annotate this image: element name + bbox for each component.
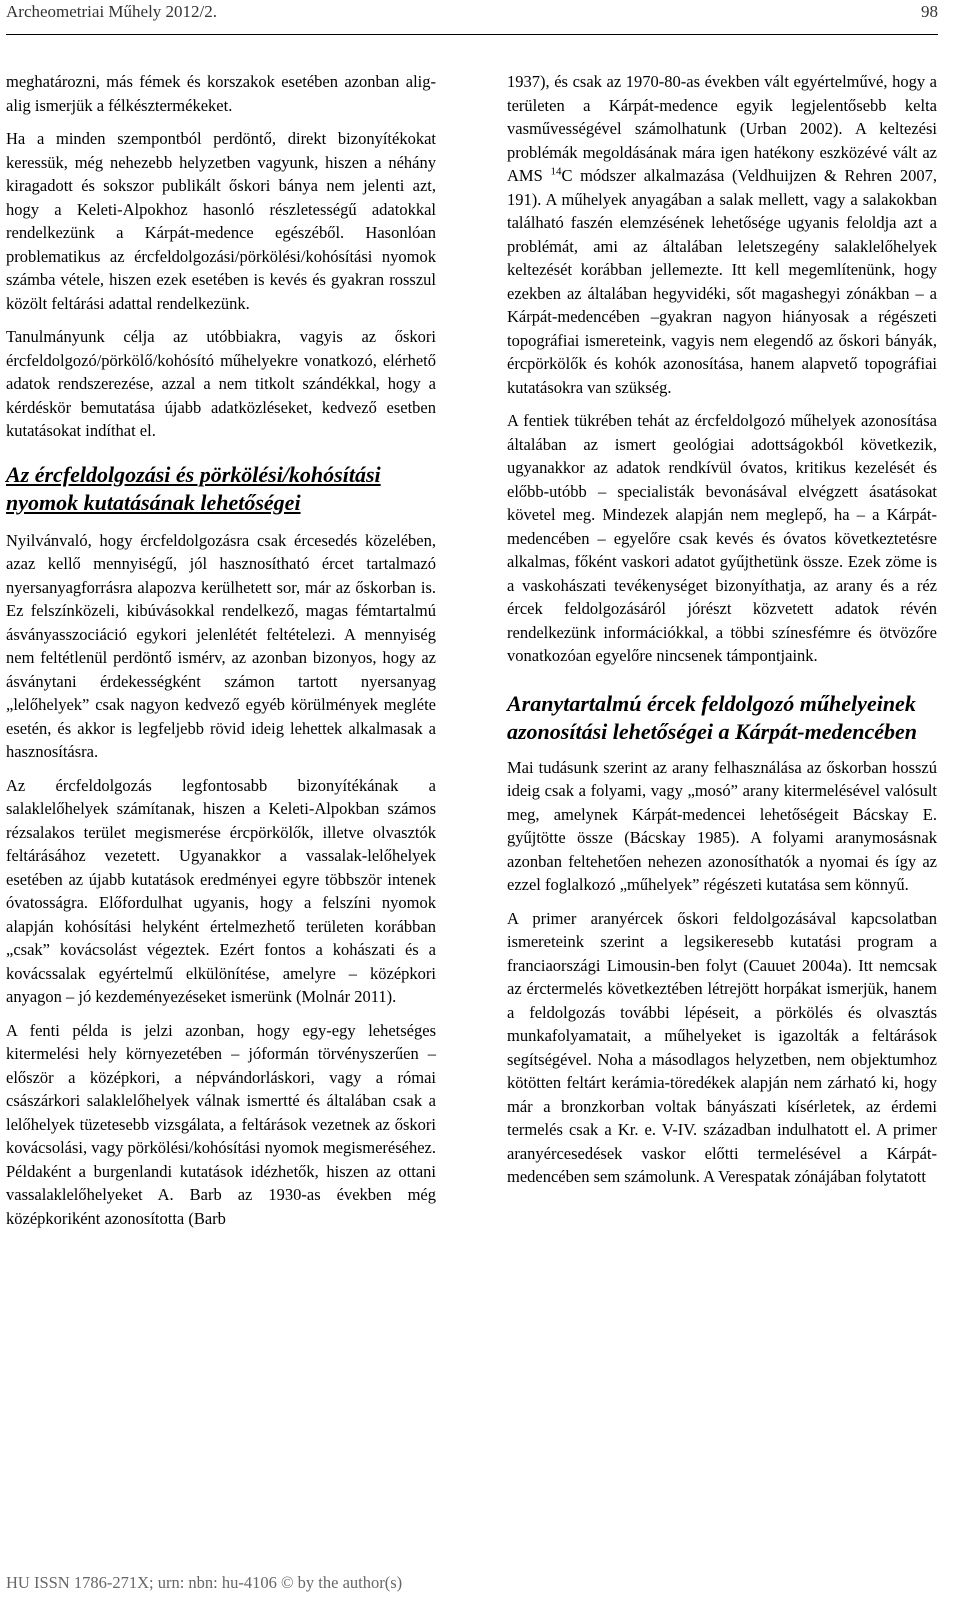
paragraph: Az ércfeldolgozás legfontosabb bizonyítékának a salaklelőhelyek számítanak, hiszen a Keleti-Alpokban számos rézsalakos terület megismerése ércpörkölők, illetve olvasztók feltárásához vezetett. Ugyanakkor a vassalak-lelőhelyek esetében az újabb kutatások eredményei egyre többször intenek óvatosságra. Előfordulhat ugyanis, hogy a felszíni nyomok alapján kohósítási helyként értelmezhető területen korábban „csak” kovácsolást végeztek. Ezért fontos a kohászati és a kovácssalak egyértelmű elkülönítése, amelyre – középkori anyagon – jó kezdeményezéseket ismerünk (Molnár 2011).	[6, 775, 436, 1006]
superscript: 14	[550, 165, 562, 178]
paragraph: A primer aranyércek őskori feldolgozásával kapcsolatban ismereteink szerint a legsikeresebb kutatási program a franciaországi Limousin-ben folyt (Cauuet 2004a). Itt nemcsak az érctermelés következtében létrejött horpákat ismerjük, hanem a feldolgozás további lépéseit, a pörkölés és olvasztás munkafolyamatait, a műhelyeket is igazolták a feltárások segítségével. Noha a másodlagos helyzetben, nem objektumhoz kötötten feltárt kerámia-töredékek alapján nem zárható ki, hogy már a bronzkorban voltak bányászati kísérletek, az érdemi termelés csak a Kr. e. V-IV. században indulhatott el. A primer aranyércesedések vaskor előtti termelésével a Kárpát-medencében sem számolunk. A Verespatak zónájában folytatott	[507, 908, 937, 1186]
journal-title: Archeometriai Műhely 2012/2.	[6, 2, 218, 21]
paragraph-part: C módszer alkalmazása (Veldhuijzen & Rehren 2007, 191). A műhelyek anyagában a salak mellett, vagy a salakokban található faszén elemzésének lehetősége ugyanis feloldja azt a problémát, ami az általában leletszegény salaklelőhelyek keltezését korábban jellemezte. Itt kell megemlítenünk, hogy ezekben az általában hegyvidéki, sőt magashegyi zónákban – a Kárpát-medencében –gyakran nagyon hiányosak a régészeti topográfiai ismereteink, vagyis nem elegendő az őskori bányák, ércpörkölők és kohók azonosítása, hanem alapvető topográfiai kutatásokra van szükség.	[507, 166, 937, 397]
paragraph: Tanulmányunk célja az utóbbiakra, vagyis az őskori ércfeldolgozó/pörkölő/kohósító műhelyekre vonatkozó, elérhető adatok rendszerezése, azzal a nem titkolt szándékkal, hogy a kérdéskör bemutatása újabb adatközléseket, kedvező esetben kutatásokat indíthat el.	[6, 327, 436, 440]
paragraph: A fentiek tükrében tehát az ércfeldolgozó műhelyek azonosítása általában az ismert geológiai adottságokból következik, ugyanakkor az adatok rendkívül óvatos, kritikus kezelését és előbb-utóbb – specialisták bevonásával elvégzett ásatásokat követel meg. Mindezek alapján nem meglepő, ha – a Kárpát-medencében – egyelőre csak kevés és óvatos következtetésre alkalmas, főként vaskori adatot gyűjthetünk össze. Ezek zöme is a vaskohászati tevékenységet bizonyíthatja, az arany és a réz ércek feldolgozásáról jórészt közvetett adatok révén rendelkezünk információkkal, a többi színesfémre és ötvözőre vonatkozóan egyelőre nincsenek támpontjaink.	[507, 411, 937, 665]
paragraph-part: 1937), és csak az 1970-80-as években vált egyértelművé, hogy a területen a Kárpát-medence egyik legjelentősebb kelta vasművességével számolhatunk (Urban 2002). A keltezési problémák megoldásának mára igen hatékony eszközévé vált az AMS	[507, 72, 937, 185]
paragraph	[507, 70, 937, 399]
page-footer: HU ISSN 1786-271X; urn: nbn: hu-4106 © by the author(s)	[6, 1573, 403, 1592]
paragraph: Mai tudásunk szerint az arany felhasználása az őskorban hosszú ideig csak a folyami, vagy „mosó” arany kitermelésével valósult meg, amelynek Kárpát-medencei lehetőségeit Bácskay E. gyűjtötte össze (Bácskay 1985). A folyami aranymosásnak azonban feltehetően nehezen azonosíthatók a nyomai és így az ezzel foglalkozó „műhelyek” régészeti kutatása sem könnyű.	[507, 757, 937, 894]
paragraph: Ha a minden szempontból perdöntő, direkt bizonyítékokat keressük, még nehezebb helyzetben vagyunk, hiszen a néhány kiragadott és sokszor publikált őskori bánya nem jelenti azt, hogy a Keleti-Alpokhoz hasonló részletességű adatokkal rendelkezünk a Kárpát-medence egészéből. Hasonlóan problematikus az ércfeldolgozási/pörkölési/kohósítási nyomok számba vétele, hiszen ezek esetében is kevés és gyakran rosszul közölt feltárási adattal rendelkezünk.	[6, 129, 436, 313]
left-column	[6, 70, 436, 1240]
section-heading: Az ércfeldolgozási és pörkölési/kohósítási nyomok kutatásának lehetőségei	[6, 461, 381, 515]
paragraph: meghatározni, más fémek és korszakok esetében azonban alig-alig ismerjük a félkésztermékeket.	[6, 72, 436, 115]
section-heading: Aranytartalmú ércek feldolgozó műhelyeinek azonosítási lehetőségei a Kárpát-medencében	[507, 690, 918, 744]
right-column	[507, 70, 937, 1199]
paragraph: A fenti példa is jelzi azonban, hogy egy-egy lehetséges kitermelési hely környezetében – jóformán törvényszerűen – először a középkori, a népvándorláskori, vagy a római császárkori salaklelőhelyek válnak ismertté és általában csak a lelőhelyek tüzetesebb vizsgálata, a feltárások vezetnek az őskori kovácsolási, vagy pörkölési/kohósítási nyomok megismeréséhez. Példaként a burgenlandi kutatások idézhetők, hiszen az ottani vassalaklelőhelyeket A. Barb az 1930-as években még középkoriként azonosította (Barb	[6, 1020, 436, 1228]
page-number: 98	[921, 2, 938, 21]
paragraph: Nyilvánvaló, hogy ércfeldolgozásra csak ércesedés közelében, azaz kellő mennyiségű, jól hasznosítható ércet tartalmazó nyersanyagforrásra alapozva kerülhetett sor, már az őskorban is. Ez felszínközeli, kibúvásokkal rendelkező, magas fémtartalmú ásványasszociáció egykori jelenlétét feltételezi. A mennyiség nem feltétlenül perdöntő ismérv, az azonban bizonyos, hogy az ásványtani érdekességként számon tartott nyersanyag „lelőhelyek” csak nagyon kedvező egyéb körülmények megléte esetén, és akkor is legfeljebb rövid ideig lehettek alkalmasak a hasznosításra.	[6, 530, 436, 761]
page-header	[6, 0, 938, 35]
